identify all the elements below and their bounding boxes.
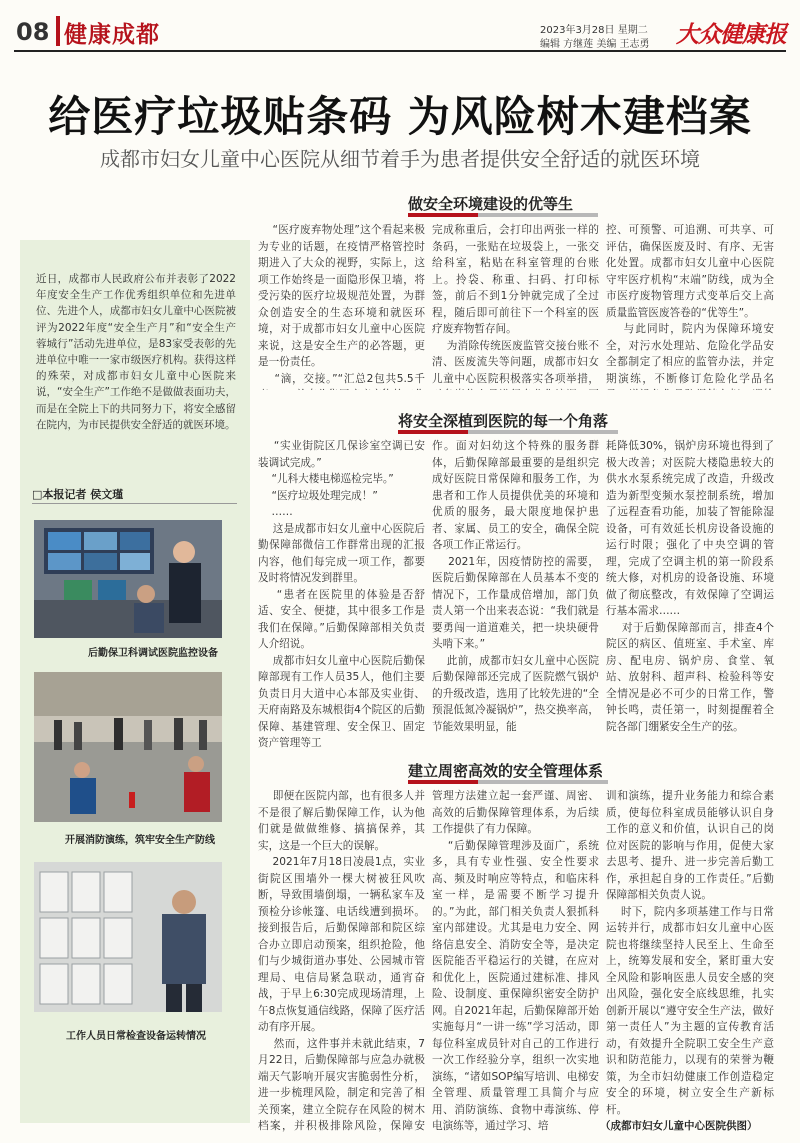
intro-text: 近日，成都市人民政府公布并表彰了2022年度安全生产工作优秀组织单位和先进单位、先进个人，成都市妇女儿童中心医院被评为2022年度“安全生产月”和“安全生产蓉城行”活动先进单位，是83家受表彰的先进单位中唯一一家市级医疗机构。获得这样的殊荣，对成都市妇女儿童中心医院来说，“安全生产”工作绝不是做做表面功夫，而是在全院上下的共同努力下，将安全感留在院内，为市民提供安全舒适的就医环境。 bbox=[36, 273, 236, 431]
body-column: 训和演练，提升业务能力和综合素质，使每位科室成员能够认识自身工作的意义和价值，认识自己的岗位对医院的影响与作用，促使大家去思考、提升、进一步完善后勤工作，承担起自身的工作责任。”后勤保障部相关负责人说。 时下，院内多项基建工作与日常运转并行，成都市妇女儿童中心医院也将继续坚持人民至上、生命至上，统筹发展和安全，紧盯重大安全风险和影响医患人员安全感的突出风险，强化安全底线思维，扎实创新开展以“遵守安全生产法，做好第一责任人”为主题的宣传教育活动，有效提升全院职工安全生产意识和防范能力，以现有的荣誉为鞭策，为全市妇幼健康工作创造稳定安全的环境，树立安全生产新标杆。 bbox=[606, 790, 774, 1116]
headline: 给医疗垃圾贴条码 为风险树木建档案 bbox=[48, 92, 752, 141]
photo-monitoring-image bbox=[34, 520, 222, 638]
photo-equipment-check-image bbox=[34, 862, 222, 1012]
body-column: 即便在医院内部，也有很多人并不是很了解后勤保障工作，认为他们就是做做维修、搞搞保养，其实，这是一个巨大的误解。 2021年7月18日凌晨1点，实业街院区围墙外一棵大树被狂风吹断，导致围墙倒塌，一辆私家车及预检分诊帐篷、电话线遭到损坏。接到报告后，后勤保障部和院区综合办立即启动预案，组织抢险，他们与少城街道办事处、公园城市管理局、电信局紧急联动，通宵奋战，于早上6:30完成现场清理，上午8点恢复通信线路，保障了医疗活动有序开展。 然而，这件事并未就此结束，7月22日，后勤保障部与应急办就极端天气影响开展灾害脆弱性分析，进一步梳理风险，制定和完善了相关预案，建立全院存在风险的树木档案，并积极排除风险，保障安 bbox=[258, 790, 425, 1132]
body-column: 控、可预警、可追溯、可共享、可评估，确保医废及时、有序、无害化处置。成都市妇女儿童中心医院守牢医疗机构“末端”防线，成为全市医疗废物管理方式变革后交上高质量监管医废答卷的“优等生”。 与此同时，院内为保障环境安全，对污水处理站、危险化学品安全都制定了相应的监管办法，并定期演练，不断修订危险化学品名 bbox=[606, 224, 774, 385]
photo-fire-drill bbox=[34, 672, 222, 822]
body-column: 完成称重后，会打印出两张一样的条码，一张贴在垃圾袋上，一张交给科室，粘贴在科室管理的台账上。拎袋、称重、扫码、打印标签，前后不到1分钟就完成了全过程，随后即可前往下一个科室的医疗废弃物暂存间。 为消除传统医废监管交接台账不清、医废流失等问题，成都市妇女儿童中心医院积极落实各项举措， bbox=[432, 224, 599, 385]
photo-credit: （成都市妇女儿童中心医院供图） bbox=[600, 1120, 758, 1132]
body-column: 管理方法建立起一套严谨、周密、高效的后勤保障管理体系，为后续工作提供了有力保障。 “后勤保障管理涉及面广，系统多，具有专业性强、安全性要求高、频及时响应等特点，和临床科室一样，是需要不断学习提升的。”为此，部门相关负责人狠抓科室内部建设。尤其是电力安全、网络信息安全、消防安全等，是决定医院能否平稳运行的关键，在应对和优化上，医院通过建标准、排风险、设制度、重保障织密安全防护网。自2021年起，后勤保障部开始实施每月“一讲一练”学习活动，即每位科室成员针对自己的工作进行一次工作经验分享，组织一次实地演练，“诸如SOP编写培训、电梯安全管理、质量管理工具简介与应用、消防演练、食物中毒演练、停电演练等，通过学习、培 bbox=[432, 790, 599, 1132]
section-underline-accent-3 bbox=[408, 780, 478, 784]
body-column: 作。面对妇幼这个特殊的服务群体，后勤保障部最重要的是组织完成好医院日常保障和服务工作，为患者和工作人员提供优美的环境和优质的服务，最大限度地保护患者、家属、员工的安全，确保全院各项工作正常运行。 2021年，因疫情防控的需要，医院后勤保障部在人员基本不变的情况下，工作量成倍增加，部门负责人第一个出来表态说：“我们就是要勇闯一道道难关，把一块块硬骨头啃下来。” 此前，成都市妇女儿童中心医院后勤保障部还完成了医院燃气锅炉的升级改造，选用了比较先进的“全预混低氮冷凝锅炉”，热交换率高，节能效果明显，能 bbox=[432, 440, 599, 733]
body-column: 耗降低30%，锅炉房环境也得到了极大改善；对医院大楼隐患较大的供水水泵系统完成了改造，升级改造为新型变频水泵控制系统，增加了远程查看功能，加装了智能除湿设备，可有效延长机房设备设施的运行时限；强化了中央空调的管理，完成了空调主机的第一阶段系统大修，对机房的设备设施、环境做了彻底整改，有效保障了空调运行基本需求…… 对于后勤保障部而言，排查4个院区的病区、值班室、手术室、库房、配电房、锅炉房、食堂、氧站、放射科、超声科、检验科等安全情况是必不可少的日常工作，警钟长鸣，责任第一，时刻提醒着全院各部门绷紧安全生产的弦。 bbox=[606, 440, 774, 733]
section-underline-gray-3 bbox=[478, 780, 608, 784]
caption-fire-drill: 开展消防演练，筑牢安全生产防线 bbox=[65, 835, 215, 846]
section-title-3: 建立周密高效的安全管理体系 bbox=[408, 762, 604, 780]
newspaper-logo: 大众健康报 bbox=[676, 21, 786, 48]
page-number: 08 bbox=[16, 18, 50, 46]
body-column: “实业街院区几保诊室空调已安装调试完成。” “儿科大楼电梯巡检完毕。” “医疗垃圾处理完成！” …… 这是成都市妇女儿童中心医院后勤保障部微信工作群常出现的汇报内容，他们每完成一项工作，都要及时将情况发到群里。 “患者在医院里的体验是否舒适、安全、便捷，其中很多工作是我们在保障。”后勤保障部相关负责人介绍说。 成都市妇女儿童中心医院后勤保障部现有工作人员35人，他们主要负责日月大道中心本部及实业街、天府南路及东城根街4个院区的后勤保障、基建管理、安全保卫、固定资产管理等工 bbox=[258, 440, 425, 749]
reporter-byline: □本报记者 侯文瑾 bbox=[32, 488, 124, 501]
section-title-1: 做安全环境建设的优等生 bbox=[408, 195, 574, 213]
section-underline-accent-2 bbox=[398, 430, 468, 434]
photo-equipment-check bbox=[34, 862, 222, 1012]
section-underline-accent-1 bbox=[408, 213, 478, 217]
section-divider bbox=[56, 16, 60, 46]
photo-fire-drill-image bbox=[34, 672, 222, 822]
photo-monitoring bbox=[34, 520, 222, 638]
byline-rule bbox=[32, 503, 237, 504]
editor-credits: 编辑 方继莲 美编 王志勇 bbox=[540, 39, 650, 50]
issue-date: 2023年3月28日 星期二 bbox=[540, 25, 648, 36]
caption-equipment-check: 工作人员日常检查设备运转情况 bbox=[66, 1031, 206, 1042]
section-title-2: 将安全深植到医院的每一个角落 bbox=[398, 412, 609, 430]
section-name: 健康成都 bbox=[64, 21, 160, 48]
body-column: “医疗废弃物处理”这个看起来极为专业的话题，在疫情严格管控时期进入了大众的视野，实际上，这项工作始终是一面隐形保卫墙，将受污染的医疗垃圾规范处置，为群众创造安全的生态环境和就医环境，对于成都市妇女儿童中心医院来说，这是安全生产的必答题，更是一份责任。 “滴，交接。”“汇总2包共5.5千 bbox=[258, 224, 425, 385]
section-underline-gray-2 bbox=[468, 430, 618, 434]
caption-monitoring: 后勤保卫科调试医院监控设备 bbox=[88, 648, 218, 659]
section-underline-gray-1 bbox=[478, 213, 598, 217]
header-rule bbox=[14, 50, 786, 52]
subheadline: 成都市妇女儿童中心医院从细节着手为患者提供安全舒适的就医环境 bbox=[100, 147, 700, 171]
